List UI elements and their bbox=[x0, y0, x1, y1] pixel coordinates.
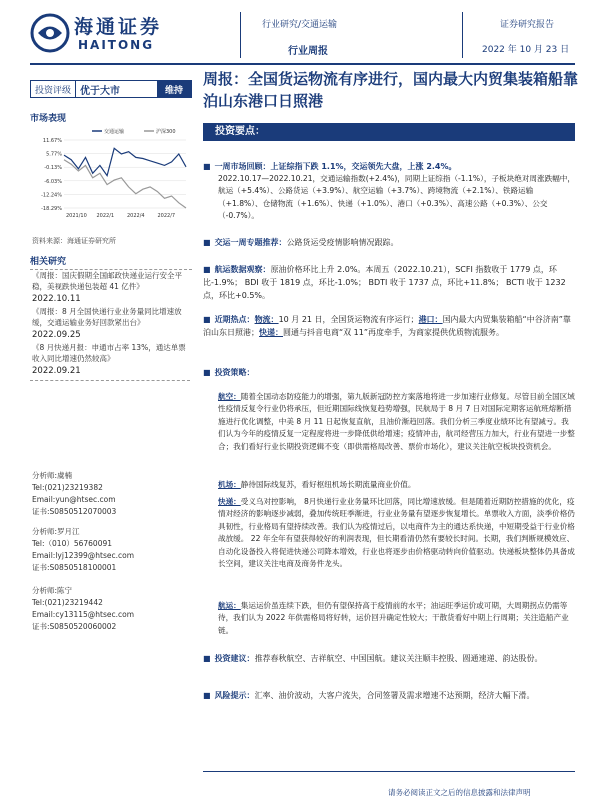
related-research-title: 相关研究 bbox=[30, 254, 192, 270]
x-tick-label: 2022/4 bbox=[127, 213, 145, 219]
header-rule bbox=[30, 63, 575, 65]
strategy-shipping-label: 航运： bbox=[218, 601, 241, 610]
x-tick-label: 2022/7 bbox=[157, 213, 176, 219]
y-tick-label: -0.13% bbox=[44, 165, 62, 172]
point-text: 公路货运受疫情影响情况跟踪。 bbox=[286, 238, 399, 247]
rating-label: 投资评级 bbox=[31, 81, 76, 97]
y-tick-label: -12.24% bbox=[41, 192, 62, 199]
related-research-date: 2022.10.11 bbox=[32, 294, 81, 304]
rating-trend: 维持 bbox=[157, 81, 191, 97]
strategy-shipping bbox=[218, 600, 576, 637]
analyst-name: 分析师:陈宁 bbox=[32, 586, 73, 595]
strategy-express-label: 快递： bbox=[218, 497, 241, 506]
strategy-shipping-text: 集运运价虽连续下跌，但仍有望保持高于疫情前的水平；油运旺季运价或可期，大周期拐点仍需等待，我们认为 2022 年供需格局将好转，运价回升确定性较大；干散货看好中期上行周期；关注造船产业链。 bbox=[218, 601, 569, 635]
key-points-header: 投资要点： bbox=[203, 123, 575, 141]
analyst-block bbox=[32, 470, 116, 518]
point-text: 推荐春秋航空、吉祥航空、中国国航。建议关注顺丰控股、圆通速递、韵达股份。 bbox=[254, 654, 543, 663]
y-tick-label: -6.03% bbox=[44, 178, 62, 185]
hotspot-logistics-text: 10 月 21 日，全国货运物流有序运行； bbox=[278, 315, 419, 324]
shipping-point: ■ 航运数据观察：原油价格环比上升 2.0%。本周五（2022.10.21），SCFI 指数收于 1779 点，环比-1.9%； BDI 收于 1819 点，环比-1.0%； BDTI 收于 1737 点，环比+11.8%； BCTI 收于 1232 点，环比+0.5%。 bbox=[203, 265, 566, 300]
strategy-aviation-text: 随着全国动态防疫能力的增强，第九版新冠防控方案落地将进一步加速行业修复。尽管目前全国区域性疫情反复令行业仍将承压，但近期国际线恢复趋势增强，民航局于 8 月 7 日对国际定期客运航班熔断措施进行优化调整，中美 8 月 11 日起恢复直航，且油价渐趋回落。我们分析三季度业绩环比有望减亏。我们认为今年的疫情反复一定程度将进一步降低供给增速；疫情冲击，航司经营压力加大，行业有望进一步整合；我们看好行业长期投资逻辑不变（即供需格局改善、票价市场化），建议关注航空板块投资机会。 bbox=[218, 392, 575, 451]
market-review-point: ■ 一周市场回顾：上证综指下跌 1.1%，交运领先大盘，上涨 2.4%。 bbox=[203, 162, 457, 171]
logo-english-name: HAITONG bbox=[78, 38, 155, 52]
legend-label: 沪深300 bbox=[156, 129, 176, 135]
x-tick-label: 2022/1 bbox=[96, 213, 115, 219]
market-performance-title: 市场表现 bbox=[30, 114, 67, 124]
report-type: 证券研究报告 bbox=[500, 20, 555, 30]
y-tick-label: -18.29% bbox=[41, 206, 62, 212]
investment-rating bbox=[30, 80, 192, 98]
footer-rule bbox=[203, 771, 575, 772]
series-line bbox=[64, 160, 186, 208]
legal-disclaimer: 请务必阅读正文之后的信息披露和法律声明 bbox=[388, 788, 531, 797]
report-date: 2022 年 10 月 23 日 bbox=[482, 45, 570, 55]
hotspot-express-text: 圆通与抖音电商“双 11”再度牵手，为商家提供优质物流服务。 bbox=[283, 328, 505, 337]
point-lead: 航运数据观察： bbox=[214, 265, 271, 274]
chart-source: 资料来源：海通证券研究所 bbox=[32, 237, 116, 245]
point-lead: 投资建议： bbox=[214, 654, 255, 663]
analyst-cert: 证书:S0850518100001 bbox=[32, 563, 117, 572]
market-review-text: 2022.10.17—2022.10.21，交通运输指数(+2.4%)，同期上证综指（-1.1%），子板块绝对周涨跌幅中，航运（+5.4%）、公路货运（+3.9%）、航空运输（+3.7%）、跨境物流（+2.1%）、铁路运输（+1.8%）、仓储物流（+1.6%）、快递（+1.0%）、港口（+0.3%）、高速公路（+0.3%）、公交（-0.7%）。 bbox=[218, 174, 575, 221]
point-lead: 交运一周专题推荐： bbox=[214, 238, 287, 247]
x-tick-label: 2021/10 bbox=[66, 213, 87, 219]
analyst-email[interactable]: Email:cy13115@htsec.com bbox=[32, 610, 134, 619]
strategy-aviation-label: 航空： bbox=[218, 392, 241, 401]
strategy-airport-label: 机场： bbox=[218, 480, 241, 489]
rating-value: 优于大市 bbox=[80, 85, 121, 97]
analyst-cert: 证书:S0850520060002 bbox=[32, 622, 117, 631]
header-divider bbox=[240, 12, 241, 58]
header-divider bbox=[462, 12, 463, 58]
section-divider bbox=[30, 380, 190, 381]
point-lead: 投资策略： bbox=[214, 368, 255, 377]
analyst-block bbox=[32, 585, 134, 633]
analyst-tel: Tel:(021)23219382 bbox=[32, 483, 103, 492]
analyst-name: 分析师:罗月江 bbox=[32, 527, 80, 536]
hotspot-express-label: 快递： bbox=[259, 328, 283, 337]
analyst-email[interactable]: Email:lyj12399@htsec.com bbox=[32, 551, 135, 560]
related-research-date: 2022.09.21 bbox=[32, 366, 81, 376]
report-kind: 行业周报 bbox=[288, 46, 328, 57]
strategy-airport-text: 静待国际线复苏，看好枢纽机场长期流量商业价值。 bbox=[240, 480, 416, 489]
hotspot-port-label: 港口： bbox=[418, 315, 443, 324]
analyst-cert: 证书:S0850512070003 bbox=[32, 507, 117, 516]
strategy-aviation bbox=[218, 391, 576, 453]
hotspot-logistics-label: 物流： bbox=[254, 315, 279, 324]
report-title: 周报：全国货运物流有序进行，国内最大内贸集装箱船靠泊山东港口日照港 bbox=[203, 70, 579, 110]
related-research-date: 2022.09.25 bbox=[32, 330, 81, 340]
risk-point: ■ 风险提示：汇率、油价波动，大客户流失，合同签署及需求增速不达预期，经济大幅下滑。 bbox=[203, 691, 535, 700]
analyst-tel: Tel:(021)23219442 bbox=[32, 598, 103, 607]
report-category: 行业研究/交通运输 bbox=[262, 20, 338, 30]
analyst-name: 分析师:虞楠 bbox=[32, 471, 73, 480]
legend-label: 交通运输 bbox=[104, 129, 125, 135]
hotspot-port-text: 国内最大内贸集装箱船“中谷济南”靠泊山东日照港； bbox=[203, 315, 571, 337]
recommendation-point: ■ 投资建议：推荐春秋航空、吉祥航空、中国国航。建议关注顺丰控股、圆通速递、韵达股份。 bbox=[203, 654, 543, 663]
related-research-item[interactable]: 《周报：8 月全国快递行业业务量同比增速放缓，交通运输业务好回款紧出台》 bbox=[32, 307, 182, 327]
strategy-express bbox=[218, 496, 576, 570]
strategy-express-text: 受义乌对控影响， 8月快递行业业务量环比回落，同比增速放缓。但是随着近期防控措施的优化，疫情对经济的影响逐步减弱，叠加传统旺季渐进，行业业务量有望逐步恢复增长。单票收入方面，淡季价格仍具韧性，行业格局有望持续改善。我们认为疫情过后，以电商件为主的通达系快递，中短期受益于行业价格战放缓。 22 年全年有望获得较好的利润表现，但长期看清仍然有要较长时间。长期，我们判断规模效应、自动化设备投入将促进快递公司降本增效，行业也将逐步由价格驱动转向价值驱动。快递板块整体仍具备成长空间，建议关注电商及商务件龙头。 bbox=[218, 497, 575, 569]
analyst-block bbox=[32, 526, 134, 574]
point-lead: 风险提示： bbox=[214, 691, 255, 700]
point-lead: 近期热点： bbox=[214, 315, 255, 324]
strategy-point: ■ 投资策略： bbox=[203, 368, 255, 377]
analyst-email[interactable]: Email:yun@htsec.com bbox=[32, 495, 116, 504]
analyst-tel: Tel:（010）56760091 bbox=[32, 539, 113, 548]
y-tick-label: 5.77% bbox=[46, 151, 62, 158]
logo-chinese-name: 海通证券 bbox=[74, 16, 163, 38]
point-lead: 一周市场回顾：上证综指下跌 1.1%，交运领先大盘，上涨 2.4%。 bbox=[214, 162, 457, 171]
series-line bbox=[64, 148, 186, 175]
haitong-logo-icon bbox=[30, 12, 70, 54]
point-text: 汇率、油价波动，大客户流失，合同签署及需求增速不达预期，经济大幅下滑。 bbox=[254, 691, 535, 700]
point-text: 原油价格环比上升 2.0%。本周五（2022.10.21），SCFI 指数收于 1779 点，环比-1.9%； BDI 收于 1819 点，环比-1.0%； BDTI 收于 1737 点，环比+11.8%； BCTI 收于 1232 点，环比+0.5%。 bbox=[203, 265, 566, 300]
market-performance-chart bbox=[30, 126, 190, 221]
strategy-airport bbox=[218, 479, 576, 491]
related-research-item[interactable]: 《8 月快递月报：申通市占率 13%，通达单票收入同比增速仍然较高》 bbox=[32, 343, 186, 363]
related-research-item[interactable]: 《周报：国庆假期全国邮政快递业运行安全平稳，美视跌快递包装超 41 亿件》 bbox=[32, 271, 182, 291]
topic-point: ■ 交运一周专题推荐：公路货运受疫情影响情况跟踪。 bbox=[203, 238, 399, 247]
y-tick-label: 11.67% bbox=[42, 138, 62, 144]
hotspot-point: ■ 近期热点：物流：10 月 21 日，全国货运物流有序运行；港口：国内最大内贸集装箱船“中谷济南”靠泊山东日照港；快递：圆通与抖音电商“双 11”再度牵手，为商家提供优质物流服务。 bbox=[203, 315, 571, 337]
